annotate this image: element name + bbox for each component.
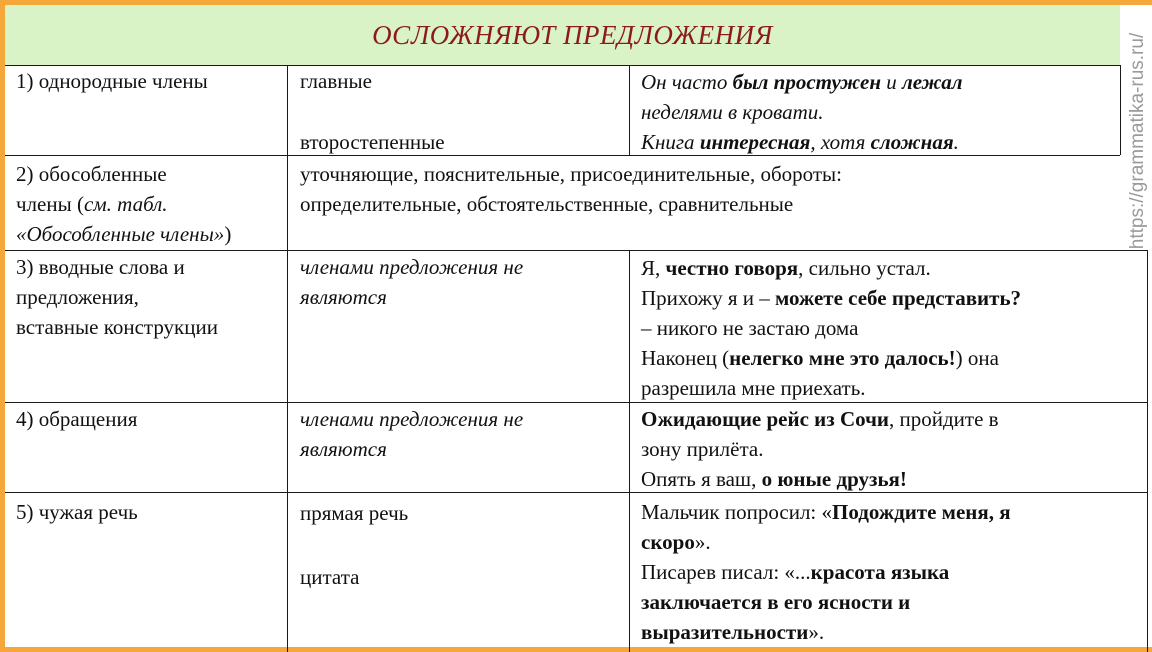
row5-examples — [641, 497, 1011, 647]
row4-types: членами предложения не являются — [300, 407, 524, 461]
example-line: Я, честно говоря, сильно устал. — [641, 256, 931, 280]
example-line: разрешила мне приехать. — [641, 376, 866, 400]
example-line: неделями в кровати. — [641, 100, 824, 124]
grid-line — [5, 250, 1147, 251]
example-line: Книга интересная, хотя сложная. — [641, 130, 959, 154]
watermark — [1123, 5, 1152, 277]
title-bar — [5, 5, 1120, 66]
grid-line — [629, 250, 630, 652]
example-line: заключается в его ясности и — [641, 590, 911, 614]
row2-description: уточняющие, пояснительные, присоединительные, обороты: определительные, обстоятельственные, сравнительные — [300, 162, 843, 216]
row3-label: 3) вводные слова и предложения, вставные конструкции — [16, 255, 218, 339]
row5-type-direct: прямая речь — [300, 501, 409, 525]
grid-line — [1147, 250, 1148, 652]
row5-label: 5) чужая речь — [16, 500, 138, 524]
row4-label: 4) обращения — [16, 407, 138, 431]
row1-examples — [641, 67, 963, 157]
row1-type-main: главные — [300, 69, 372, 93]
grid-line — [1120, 65, 1121, 155]
grid-line — [287, 65, 288, 652]
row2-label: 2) обособленные члены (см. табл. «Обособленные члены») — [16, 162, 232, 246]
example-line: Писарев писал: «...красота языка — [641, 560, 950, 584]
example-line: Ожидающие рейс из Сочи, пройдите в — [641, 407, 999, 431]
grid-line — [629, 65, 630, 155]
watermark-url: https://grammatika-rus.ru/ — [1127, 32, 1149, 250]
row1-label: 1) однородные члены — [16, 69, 208, 93]
example-line: Он часто был простужен и лежал — [641, 70, 963, 94]
page-title: ОСЛОЖНЯЮТ ПРЕДЛОЖЕНИЯ — [372, 19, 773, 50]
example-line: зону прилёта. — [641, 437, 764, 461]
row3-examples — [641, 253, 1021, 403]
row4-examples — [641, 404, 999, 494]
row3-types: членами предложения не являются — [300, 255, 524, 309]
example-line: выразительности». — [641, 620, 825, 644]
example-line: Мальчик попросил: «Подождите меня, я — [641, 500, 1011, 524]
example-line: – никого не застаю дома — [641, 316, 859, 340]
example-line: скоро». — [641, 530, 711, 554]
example-line: Наконец (нелегко мне это далось!) она — [641, 346, 999, 370]
row5-type-quote: цитата — [300, 565, 360, 589]
example-line: Прихожу я и – можете себе представить? — [641, 286, 1022, 310]
row1-type-secondary: второстепенные — [300, 130, 445, 154]
example-line: Опять я ваш, о юные друзья! — [641, 467, 907, 491]
